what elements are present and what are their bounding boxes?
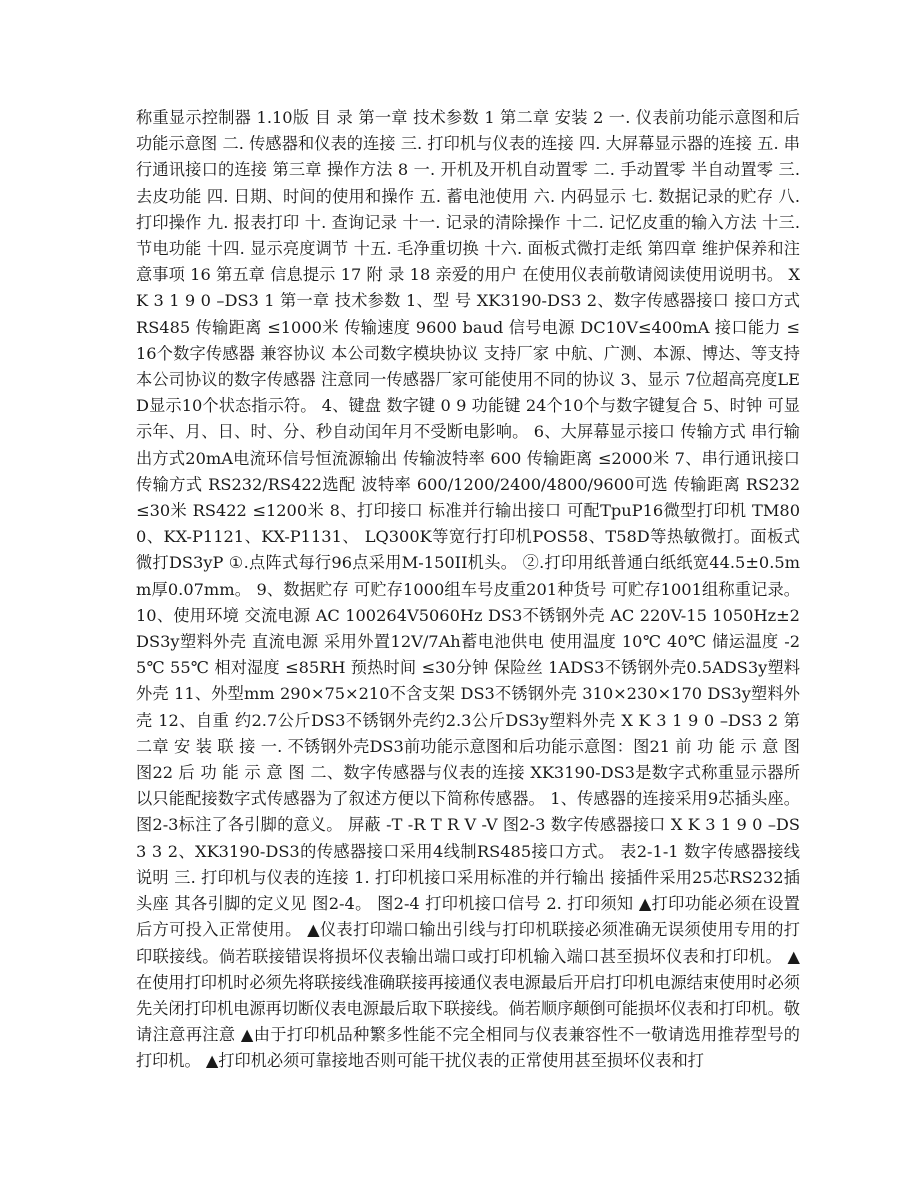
document-body-text: 称重显示控制器 1.10版 目 录 第一章 技术参数 1 第二章 安装 2 一. 仪表前功能示意图和后功能示意图 二. 传感器和仪表的连接 三. 打印机与仪表的连接 四. 大屏幕显示器的连接 五. 串行通讯接口的连接 第三章 操作方法 8 一. 开机及开机自动置零 二. 手动置零 半自动置零 三. 去皮功能 四. 日期、时间的使用和操作 五. 蓄电池使用 六. 内码显示 七. 数据记录的贮存 八. 打印操作 九. 报表打印 十. 查询记录 十一. 记录的清除操作 十二. 记忆皮重的输入方法 十三.节电功能 十四. 显示亮度调节 十五. 毛净重切换 十六. 面板式微打走纸 第四章 维护保养和注意事项 16 第五章 信息提示 17 附 录 18 亲爱的用户 在使用仪表前敬请阅读使用说明书。 X K 3 1 9 0 –DS3 1 第一章 技术参数 1、型 号 XK3190-DS3 2、数字传感器接口 接口方式 RS485 传输距离 ≤1000米 传输速度 9600 baud 信号电源 DC10V≤400mA 接口能力 ≤16个数字传感器 兼容协议 本公司数字模块协议 支持厂家 中航、广测、本源、博达、等支持本公司协议的数字传感器 注意同一传感器厂家可能使用不同的协议 3、显示 7位超高亮度LED显示10个状态指示符。 4、键盘 数字键 0 9 功能键 24个10个与数字键复合 5、时钟 可显示年、月、日、时、分、秒自动闰年月不受断电影响。 6、大屏幕显示接口 传输方式 串行输出方式20mA电流环信号恒流源输出 传输波特率 600 传输距离 ≤2000米 7、串行通讯接口 传输方式 RS232/RS422选配 波特率 600/1200/2400/4800/9600可选 传输距离 RS232 ≤30米 RS422 ≤1200米 8、打印接口 标准并行输出接口 可配TpuP16微型打印机 TM800、KX-P1121、KX-P1131、 LQ300K等宽行打印机POS58、T58D等热敏微打。面板式微打DS3yP ①.点阵式每行96点采用M-150II机头。 ②.打印用纸普通白纸纸宽44.5±0.5mm厚0.07mm。 9、数据贮存 可贮存1000组车号皮重201种货号 可贮存1001组称重记录。 10、使用环境 交流电源 AC 100264V5060Hz DS3不锈钢外壳 AC 220V-15 1050Hz±2 DS3y塑料外壳 直流电源 采用外置12V/7Ah蓄电池供电 使用温度 10℃ 40℃ 储运温度 -25℃ 55℃ 相对湿度 ≤85RH 预热时间 ≤30分钟 保险丝 1ADS3不锈钢外壳0.5ADS3y塑料外壳 11、外型mm 290×75×210不含支架 DS3不锈钢外壳 310×230×170 DS3y塑料外壳 12、自重 约2.7公斤DS3不锈钢外壳约2.3公斤DS3y塑料外壳 X K 3 1 9 0 –DS3 2 第二章 安 装 联 接 一. 不锈钢外壳DS3前功能示意图和后功能示意图：图21 前 功 能 示 意 图 图22 后 功 能 示 意 图 二、数字传感器与仪表的连接 XK3190-DS3是数字式称重显示器所以只能配接数字式传感器为了叙述方便以下简称传感器。 1、传感器的连接采用9芯插头座。图2-3标注了各引脚的意义。 屏蔽 -T -R T R V -V 图2-3 数字传感器接口 X K 3 1 9 0 –DS3 3 2、XK3190-DS3的传感器接口采用4线制RS485接口方式。 表2-1-1 数字传感器接线说明 三. 打印机与仪表的连接 1. 打印机接口采用标准的并行输出 接插件采用25芯RS232插头座 其各引脚的定义见 图2-4。 图2-4 打印机接口信号 2. 打印须知 ▲打印功能必须在设置后方可投入正常使用。 ▲仪表打印端口输出引线与打印机联接必须准确无误须使用专用的打印联接线。倘若联接错误将损坏仪表输出端口或打印机输入端口甚至损坏仪表和打印机。 ▲在使用打印机时必须先将联接线准确联接再接通仪表电源最后开启打印机电源结束使用时必须先关闭打印机电源再切断仪表电源最后取下联接线。倘若顺序颠倒可能损坏仪表和打印机。敬请注意再注意 ▲由于打印机品种繁多性能不完全相同与仪表兼容性不一敬请选用推荐型号的打印机。 ▲打印机必须可靠接地否则可能干扰仪表的正常使用甚至损坏仪表和打 <box>136 108 800 1071</box>
